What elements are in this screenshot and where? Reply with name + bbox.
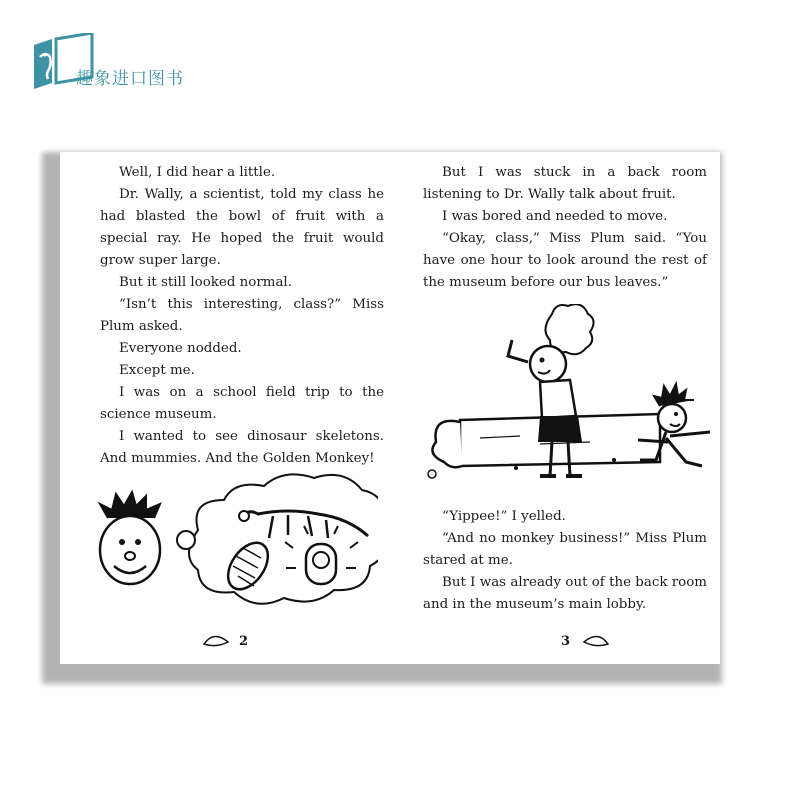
paragraph: “And no monkey business!” Miss Plum stared at me.	[423, 531, 707, 568]
leaf-ornament-icon	[582, 630, 610, 648]
paragraph: But it still looked normal.	[119, 275, 292, 290]
paragraph: I was bored and needed to move.	[442, 209, 668, 224]
paragraph: Well, I did hear a little.	[119, 165, 276, 180]
paragraph: “Isn’t this interesting, class?” Miss Plum asked.	[100, 297, 384, 334]
right-page-text-top	[423, 162, 707, 294]
book-spread	[60, 152, 720, 664]
left-page-text	[100, 162, 384, 470]
miss-plum-running-boy-illustration	[420, 304, 720, 486]
paragraph: Everyone nodded.	[119, 341, 242, 356]
running-boy-icon	[658, 404, 686, 432]
paragraph: But I was stuck in a back room listening to Dr. Wally talk about fruit.	[423, 165, 707, 202]
leaf-ornament-icon	[202, 630, 230, 648]
paragraph: I was on a school field trip to the science museum.	[100, 385, 384, 422]
boy-thought-bubble-illustration	[78, 470, 378, 610]
page-number: 3	[561, 634, 571, 649]
paragraph: “Okay, class,” Miss Plum said. “You have one hour to look around the rest of the museum before our bus leaves.”	[423, 231, 707, 290]
paragraph: I wanted to see dinosaur skeletons. And mummies. And the Golden Monkey!	[100, 429, 384, 466]
paragraph: But I was already out of the back room and in the museum’s main lobby.	[423, 575, 707, 612]
brand-logo	[30, 33, 205, 93]
thought-bubble-icon	[189, 474, 378, 603]
page-number: 2	[239, 634, 249, 649]
paragraph: “Yippee!” I yelled.	[442, 509, 566, 524]
miss-plum-face-icon	[530, 346, 566, 382]
paragraph: Except me.	[119, 363, 195, 378]
hair-icon	[100, 492, 160, 518]
pointing-hand-icon	[508, 340, 528, 362]
logo-text: 趣象进口图书	[76, 69, 184, 89]
paragraph: Dr. Wally, a scientist, told my class he had blasted the bowl of fruit with a special ray. He hoped the fruit would grow super large.	[100, 187, 384, 268]
right-page-text-bottom	[423, 506, 707, 616]
